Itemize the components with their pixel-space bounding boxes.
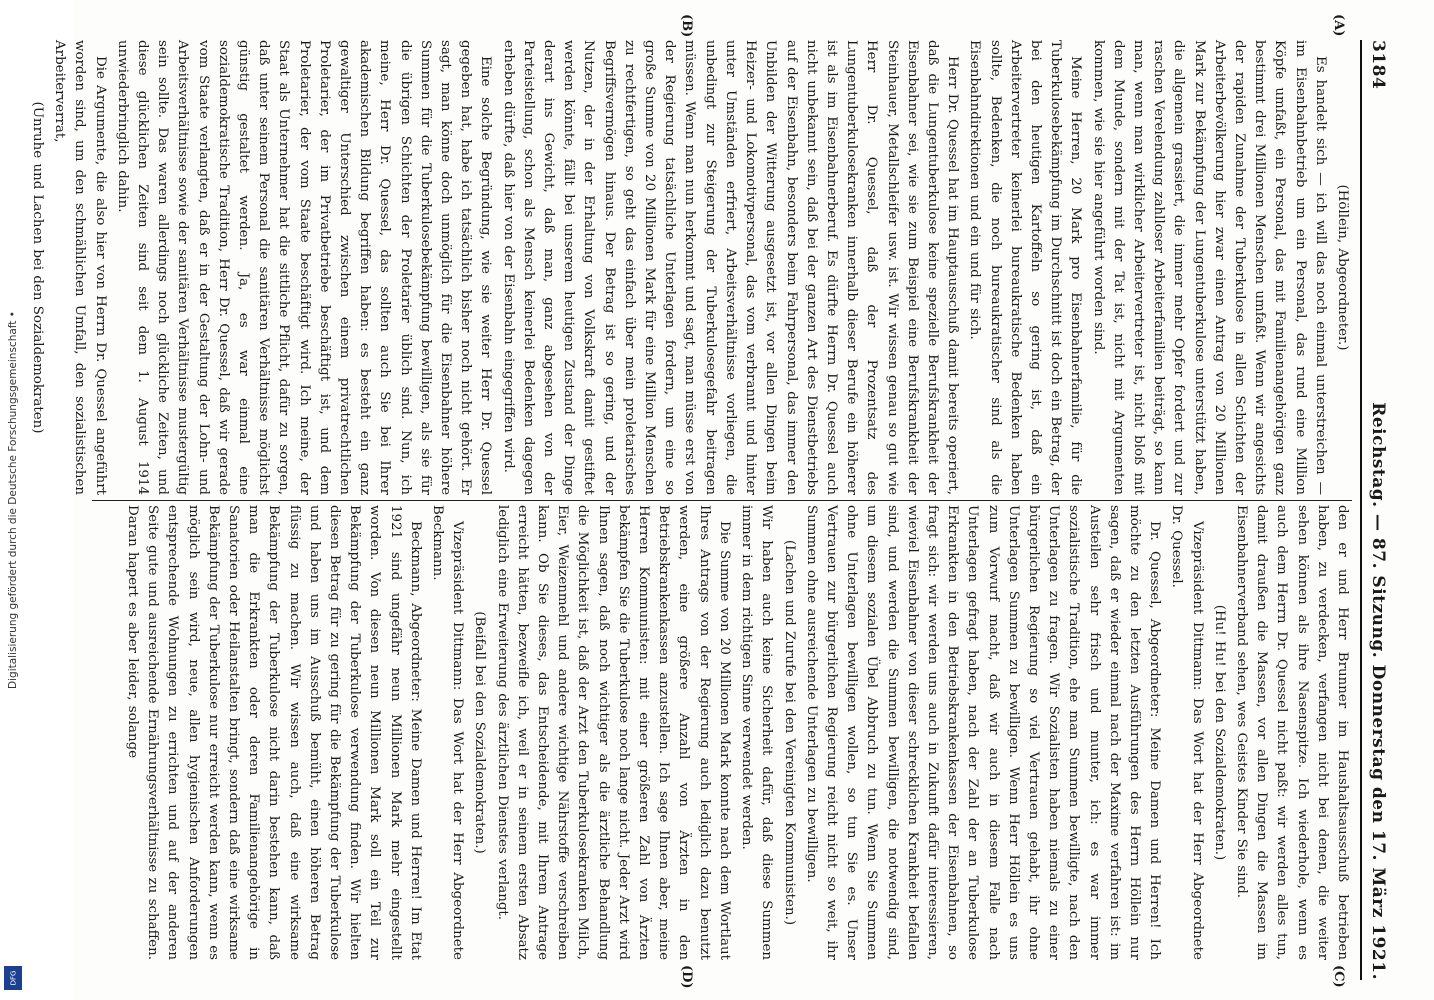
header-rule xyxy=(1360,40,1362,980)
page-number: 3184 xyxy=(1368,40,1388,90)
interjection: (Beifall bei den Sozialdemokraten.) xyxy=(472,611,488,854)
text-column-left xyxy=(30,40,1352,495)
footer-text: Digitalisierung gefördert durch die Deutsche Forschungsgemeinschaft • xyxy=(7,311,20,689)
margin-label-c: (C) xyxy=(1331,965,1346,988)
text-column-right xyxy=(92,505,1352,960)
page-title: Reichstag. — 87. Sitzung. Donnerstag den 17. März 1921. xyxy=(1368,402,1388,980)
margin-label-b: (B) xyxy=(679,14,694,38)
interjection: (Lachen und Zurufe bei den Vereinigten Kommunisten.) xyxy=(781,539,797,926)
speaker-announcement: Vizepräsident Dittmann: Das Wort hat der Herr Abgeordnete Dr. Quessel. xyxy=(1169,505,1205,960)
paragraph: Meine Herren, 20 Mark pro Eisenbahnerfamilie, für die Tuberkulosebekämpfung im Durchschnitt ist doch ein Betrag, der bei den heutigen Kartoffeln so gering ist, daß ein Arbeitervertreter keinerlei bureaukratische Bedenken haben sollte, Bedenken, die noch bureaukratischer sind als die Eisenbahndirektionen und ein und für sich. xyxy=(967,40,1084,495)
column-divider xyxy=(92,500,1352,501)
paragraph: Dr. Quessel, Abgeordneter: Meine Damen und Herren! Ich möchte zu den letzten Ausführungen des Herrn Höllein nur sagen, daß er wieder einmal nach der Maxime verfahren ist: im Austeilen sehr frisch und munter, ich: es war immer sozialistische Tradition, ehe man Summen bewilligte, nach den Unterlagen zu fragen. Wir Sozialisten haben niemals zu einer bürgerlichen Regierung so viel Vertrauen gehabt, ihr ohne Unterlagen Summen zu bewilligen. Wenn Herr Höllein es uns zum Vorwurf macht, daß wir auch in diesem Falle nach Unterlagen gefragt haben, nach der Zahl der an Tuberkulose Erkrankten in den Betriebskrankenkassen der Eisenbahnen, so fragt sich: wir werden uns auch in Zukunft dafür interessieren, wieviel Eisenbahner von dieser schrecklichen Krankheit befallen sind, und werden die Summen bewilligen, die notwendig sind, um diesem sozialen Übel Abbruch zu tun. Wenn Sie Summen ohne Unterlagen bewilligen wollen, so tun Sie es. Unser Vertrauen zur bürgerlichen Regierung reicht nicht so weit, ihr Summen ohne ausreichende Unterlagen zu bewilligen. xyxy=(803,505,1163,960)
paragraph: Die Summe von 20 Millionen Mark konnte nach dem Wortlaut Ihres Antrags von der Regierung auch lediglich dazu benutzt werden, eine größere Anzahl von Ärzten in den Betriebskrankenkassen anzustellen. Ich sage Ihnen aber, meine Herren Kommunisten: mit einer größeren Zahl von Ärzten bekämpfen Sie die Tuberkulose noch lange nicht. Jeder Arzt wird Ihnen sagen, daß noch wichtiger als die ärztliche Behandlung die Möglichkeit ist, daß der Arzt den Tuberkulosekranken Milch, Eier, Weizenmehl und andere wichtige Nährstoffe verschreiben kann. Ob Sie dieses, das Entscheidende, mit Ihrem Antrage erreicht hätten, bezweifle ich, weil er in seinem ersten Absatz lediglich eine Erweiterung des ärztlichen Dienstes verlangt. xyxy=(494,505,732,960)
rotated-page-content xyxy=(30,0,1434,1000)
footer-credit xyxy=(0,0,26,1000)
paragraph: den er und Herr Brunner im Haushaltsausschuß betrieben haben, zu verdecken, verfangen nicht bei denen, die weiter sehen können als ihre Nasenspitze. Ich wiederhole, wenn es auch dem Herrn Dr. Quessel nicht paßt: wir werden alles tun, damit draußen die Massen, vor allen Dingen die Massen im Eisenbahnerverband sehen, wes Geistes Kinder Sie sind. xyxy=(1233,505,1350,960)
paragraph: Die Argumente, die also hier von Herrn Dr. Quessel angeführt worden sind, um den schmählichen Umfall, den sozialistischen Arbeiterverrat, xyxy=(52,40,108,495)
speaker-intro: (Höllein, Abgeordneter.) xyxy=(1335,184,1350,351)
dfg-logo xyxy=(4,966,22,990)
paragraph: Eine solche Begründung, wie sie weiter Herr Dr. Quessel gegeben hat, habe ich tatsächlich bisher noch nicht gehört. Er sagt, man könne doch unmöglich für die Eisenbahner höhere Summen für die Tuberkulosebekämpfung bewilligen, als sie für die übrigen Schichten der Proletarier üblich sind. Nun, ich meine, Herr Dr. Quessel, das sollten auch Sie bei Ihrer akademischen Bildung begriffen haben: es besteht ein ganz gewaltiger Unterschied zwischen einem privatrechtlichen Proletarier, der im Privatbetriebe beschäftigt ist, und dem Proletarier, der vom Staate beschäftigt wird. Ich meine, der Staat als Unternehmer hat die sittliche Pflicht, dafür zu sorgen, daß unter seinem Personal die sanitären Verhältnisse möglichst günstig gestaltet werden. Ja, es war einmal eine sozialdemokratische Tradition, Herr Dr. Quessel, daß wir gerade vom Staate verlangten, daß er in der Gestaltung der Lohn- und Arbeitsverhältnisse sowie der sanitären Verhältnisse mustergültig sein sollte. Das waren allerdings noch glückliche Zeiten, und diese glücklichen Zeiten sind seit dem 1. August 1914 unwiederbringlich dahin. xyxy=(114,40,494,495)
margin-label-d: (D) xyxy=(679,965,694,989)
margin-label-a: (A) xyxy=(1331,14,1346,37)
interjection: (Hu! Hu! bei den Sozialdemokraten.) xyxy=(1211,604,1227,861)
paragraph: Beckmann, Abgeordneter: Meine Damen und Herren! Im Etat 1921 sind ungefähr neun Millionen Mark mehr eingestellt worden. Von diesen neun Millionen Mark soll ein Teil zur Bekämpfung der Tuberkulose verwendung finden. Wir hielten diesen Betrag für zu gering für die Bekämpfung der Tuberkulose und haben uns im Ausschuß bemüht, einen höheren Betrag flüssig zu machen. Wir wissen auch, daß eine wirksame Bekämpfung der Tuberkulose nicht darin bestehen kann, daß man die Erkrankten oder deren Familienangehörige in Sanatorien oder Heilanstalten bringt, sondern daß eine wirksame Bekämpfung der Tuberkulose nur erreicht werden kann, wenn es möglich sein wird, neue, allen hygienischen Anforderungen entsprechende Wohnungen zu errichten und auf der anderen Seite gute und ausreichende Ernährungsverhältnisse zu schaffen. Daran hapert es aber leider, solange xyxy=(125,505,423,960)
paragraph: Es handelt sich — ich will das noch einmal unterstreichen — im Eisenbahnbetrieb um ein Personal, das rund eine Million Köpfe umfaßt, ein Personal, das mit Familienangehörigen ganz bestimmt drei Millionen Menschen umfaßt. Wenn wir angesichts der rapiden Zunahme der Tuberkulose in allen Schichten der Arbeiterbevölkerung hier zwar einen Antrag von 20 Millionen Mark zur Bekämpfung der Lungentuberkulose unterstützt haben, die allgemein grassiert, die immer mehr Opfer fordert und zur raschen Verelendung zahlloser Arbeiterfamilien beiträgt, so kann man, wenn man wirklicher Arbeitervertreter ist, nicht bloß mit dem Munde, sondern mit der Tat ist, nicht mit Argumenten kommen, wie sie hier angeführt worden sind. xyxy=(1090,40,1328,495)
interjection: (Unruhe und Lachen bei den Sozialdemokraten) xyxy=(30,101,45,434)
paragraph: Wir haben auch keine Sicherheit dafür, daß diese Summen immer in dem richtigen Sinne verwendet werden. xyxy=(739,505,775,960)
page-header xyxy=(1368,40,1418,980)
dfg-logo-text: DFG xyxy=(9,970,17,986)
paragraph: Herr Dr. Quessel hat im Hauptausschuß damit bereits operiert, daß die Lungentuberkulose keine spezielle Berufskrankheit der Eisenbahner sei, wie sie zum Beispiel eine Berufskrankheit der Steinhauer, Metallschleifer usw. ist. Wir wissen genau so gut wie Herr Dr. Quessel, daß der Prozentsatz des Lungentuberkulosekranken innerhalb dieser Berufe ein höherer ist als im Eisenbahnerberuf. Es dürfte Herrn Dr. Quessel auch nicht unbekannt sein, daß bei der ganzen Art des Dienstbetriebs auf der Eisenbahn, besonders beim Fahrpersonal, das immer den Unbilden der Witterung ausgesetzt ist, vor allen Dingen beim Heizer- und Lokomotivpersonal, das vom verbrannt und hinter unter Umständen erfriert, Arbeitsverhältnisse vorliegen, die unbedingt zur Steigerung der Tuberkulosegefahr beitragen müssen. Wenn man nun herkommt und sagt, man müsse erst von der Regierung tatsächliche Unterlagen fordern, um eine so große Summe von 20 Millionen Mark für eine Million Menschen zu rechtfertigen, so geht das einfach über mein proletarisches Begriffsvermögen hinaus. Der Betrag ist so gering, und der Nutzen, der in der Erhaltung von Volkskraft damit gestiftet werden könnte, fällt bei unserem heutigen Zustand der Dinge derart ins Gewicht, daß man, ganz abgesehen von der Parteistellung, schon als Mensch keinerlei Bedenken dagegen erheben dürfte, daß hier von der Eisenbahn eingegriffen wird. xyxy=(500,40,961,495)
speaker-announcement: Vizepräsident Dittmann: Das Wort hat der Herr Abgeordnete Beckmann. xyxy=(430,505,466,960)
